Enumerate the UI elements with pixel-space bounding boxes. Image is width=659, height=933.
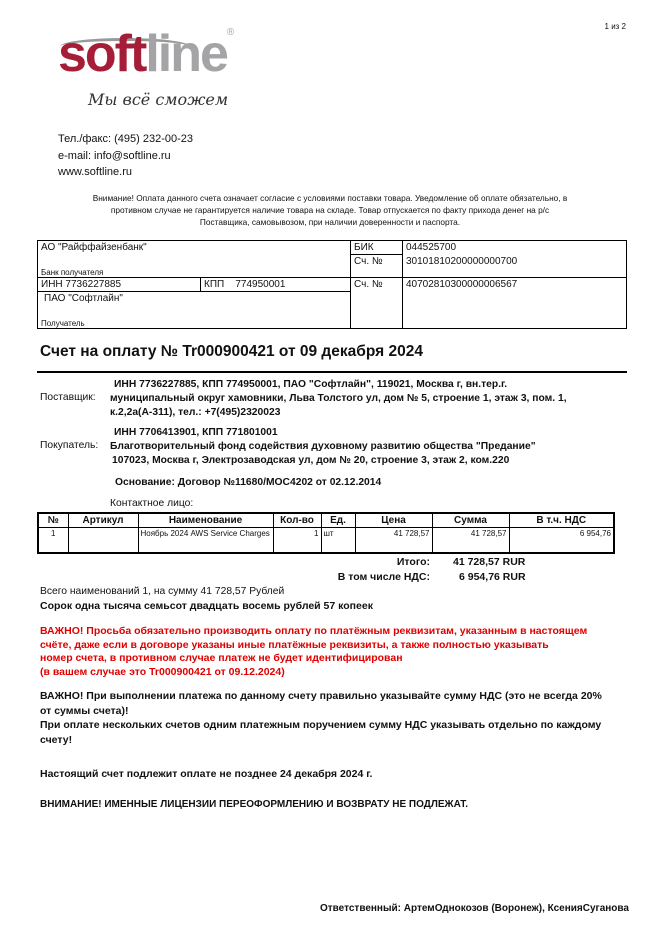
supplier-label: Поставщик: [40, 392, 96, 403]
basis: Основание: Договор №11680/MOC4202 от 02.12.2014 [115, 477, 382, 488]
responsible: Ответственный: АртемОднокозов (Воронеж), КсенияСуганова [319, 903, 629, 914]
kpp-label: КПП [204, 279, 225, 290]
contact-person: Контактное лицо: [110, 498, 194, 509]
table-row: 1 Ноябрь 2024 AWS Service Charges 1 шт 41 728,57 41 728,57 6 954,76 [38, 528, 614, 554]
bank-details-table [37, 240, 627, 329]
recipient: ПАО "Софтлайн" [44, 293, 123, 304]
vat-label: В том числе НДС: [337, 571, 430, 583]
divider [37, 371, 627, 373]
vat-warning: ВАЖНО! При выполнении платежа по данному счету правильно указывайте сумму НДС (это не всегда 20% от суммы счета)! При оплате нескольких счетов одним платежным поручением сумму НДС указывать отдельно по каждому счету! [40, 690, 602, 746]
corr-account: 30101810200000000700 [403, 255, 627, 278]
page-counter: 1 из 2 [604, 22, 626, 31]
inn: ИНН 7736227885 [38, 278, 201, 292]
buyer-label: Покупатель: [40, 440, 99, 451]
recipient-label: Получатель [41, 319, 85, 328]
account-label: Сч. № [351, 278, 403, 329]
items-summary: Всего наименований 1, на сумму 41 728,57 Рублей [40, 586, 285, 597]
license-notice: ВНИМАНИЕ! ИМЕННЫЕ ЛИЦЕНЗИИ ПЕРЕОФОРМЛЕНИЮ И ВОЗВРАТУ НЕ ПОДЛЕЖАТ. [40, 799, 469, 810]
items-table [37, 512, 615, 554]
kpp: 774950001 [235, 279, 286, 290]
payment-notice: Внимание! Оплата данного счета означает согласие с условиями поставки товара. Уведомление об оплате обязательно, в противном случае не гарантируется наличие товара на складе. Товар отпускается по факту прихода денег на р/с Поставщика, самовывозом, при наличии доверенности и паспорта. [92, 193, 568, 227]
website: www.softline.ru [58, 166, 132, 178]
total-label: Итого: [396, 556, 430, 568]
bik: 044525700 [403, 241, 627, 255]
bik-label: БИК [351, 241, 403, 255]
email: e-mail: info@softline.ru [58, 149, 171, 162]
total-value: 41 728,57 RUR [453, 556, 526, 568]
amount-in-words: Сорок одна тысяча семьсот двадцать восемь рублей 57 копеек [40, 600, 373, 612]
payment-details-warning: ВАЖНО! Просьба обязательно производить оплату по платёжным реквизитам, указанным в настоящем счёте, даже если в договоре указаны иные платёжные реквизиты, а также полностью указывать номер счета, в противном случае платеж не будет идентифицирован (в вашем случае это Tr000900421 от 09.12.2024) [40, 625, 588, 678]
logo-tagline: Мы всё сможем [88, 90, 229, 109]
bank-label: Банк получателя [41, 268, 104, 277]
softline-logo: softline® [58, 25, 235, 83]
contacts [58, 131, 193, 181]
buyer-details: ИНН 7706413901, КПП 771801001 Благотворительный фонд содействия духовному развитию общества "Предание" 107023, Москва г, Электрозаводская ул, дом № 20, строение 3, этаж 2, ком.220 [110, 427, 536, 466]
phone: Тел./факс: (495) 232-00-23 [58, 133, 193, 145]
items-header: № Артикул Наименование Кол-во Ед. Цена Сумма В т.ч. НДС [38, 513, 614, 528]
vat-value: 6 954,76 RUR [459, 571, 526, 583]
account: 40702810300000006567 [403, 278, 627, 329]
bank-name: АО "Райффайзенбанк" [41, 242, 147, 253]
due-date: Настоящий счет подлежит оплате не позднее 24 декабря 2024 г. [40, 768, 373, 780]
corr-account-label: Сч. № [351, 255, 403, 278]
invoice-title: Счет на оплату № Tr000900421 от 09 декабря 2024 [40, 343, 423, 360]
supplier-details: ИНН 7736227885, КПП 774950001, ПАО "Софтлайн", 119021, Москва г, вн.тер.г. муниципальный округ хамовники, Льва Толстого ул, дом № 5, строение 1, этаж 3, пом. 1, к.2,2а(А-311), тел.: +7(495)2320023 [110, 379, 567, 418]
